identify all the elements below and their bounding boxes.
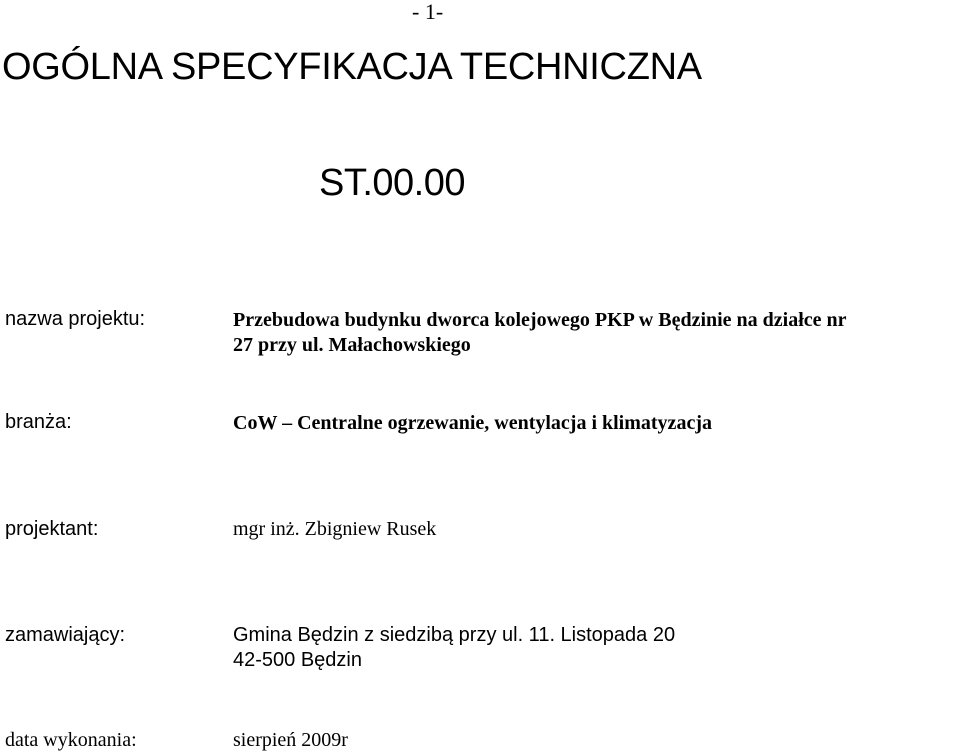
project-name-value-line2: 27 przy ul. Małachowskiego [233,334,471,356]
client-label: zamawiający: [5,624,126,646]
branch-value: CoW – Centralne ogrzewanie, wentylacja i klimatyzacja [233,412,712,434]
document-title: OGÓLNA SPECYFIKACJA TECHNICZNA [2,46,702,88]
date-label: data wykonania: [5,729,137,751]
designer-value: mgr inż. Zbigniew Rusek [233,518,437,540]
project-name-label: nazwa projektu: [5,308,146,330]
designer-label: projektant: [5,518,99,540]
project-name-value-line1: Przebudowa budynku dworca kolejowego PKP w Będzinie na działce nr [233,309,847,331]
date-value: sierpień 2009r [233,729,348,751]
branch-label: branża: [5,411,72,433]
client-value-line2: 42-500 Będzin [233,649,362,671]
page-number: - 1- [412,0,444,24]
client-value-line1: Gmina Będzin z siedzibą przy ul. 11. Listopada 20 [233,624,676,646]
specification-code: ST.00.00 [319,162,465,204]
